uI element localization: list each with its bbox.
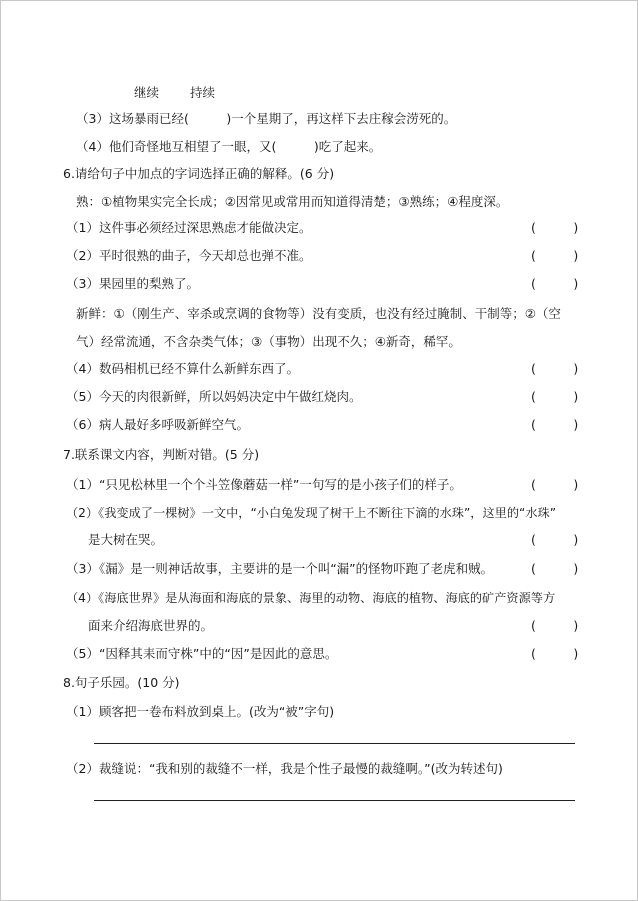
q8-item-1: （1）顾客把一卷布料放到桌上。(改为“被”字句)	[66, 704, 335, 719]
q6-item-1: （1）这件事必须经过深思熟虑才能做决定。	[66, 220, 312, 235]
q6-item-6: （6）病人最好多呼吸新鲜空气。	[66, 417, 249, 432]
answer-blank[interactable]: ( )	[531, 248, 579, 263]
q6-heading: 6.请给句子中加点的字词选择正确的解释。(6 分)	[63, 166, 335, 181]
answer-line-2[interactable]	[94, 800, 575, 801]
q7-item-4-line1: （4）《海底世界》是从海面和海底的景象、海里的动物、海底的植物、海底的矿产资源等方	[66, 591, 556, 605]
q7-item-2-line2: 是大树在哭。	[88, 532, 164, 547]
answer-blank[interactable]: ( )	[531, 618, 579, 633]
q8-item-2: （2）裁缝说：“我和别的裁缝不一样，我是个性子最慢的裁缝啊。”(改为转述句)	[66, 761, 503, 776]
answer-blank[interactable]: ( )	[531, 477, 579, 492]
q6-def-shu: 熟：①植物果实完全长成；②因常见或常用而知道得清楚；③熟练；④程度深。	[76, 194, 509, 209]
q7-item-5: （5）“因释其耒而守株”中的“因”是因此的意思。	[66, 646, 338, 661]
answer-blank[interactable]: ( )	[531, 276, 579, 291]
q6-item-4: （4）数码相机已经不算什么新鲜东西了。	[66, 361, 299, 376]
answer-blank[interactable]: ( )	[531, 389, 579, 404]
word-option-1: 继续	[134, 85, 160, 100]
q6-item-5: （5）今天的肉很新鲜，所以妈妈决定中午做红烧肉。	[66, 389, 362, 404]
q6-item-3: （3）果园里的梨熟了。	[66, 276, 199, 291]
q7-item-2-line1: （2）《我变成了一棵树》一文中，“小白兔发现了树干上不断往下滴的水珠”，这里的“水珠”	[66, 506, 557, 520]
q7-item-1: （1）“只见松林里一个个斗笠像蘑菇一样”一句写的是小孩子们的样子。	[66, 477, 462, 492]
answer-blank[interactable]: ( )	[531, 361, 579, 376]
answer-line-1[interactable]	[94, 743, 575, 744]
answer-blank[interactable]: ( )	[531, 220, 579, 235]
answer-blank[interactable]: ( )	[531, 532, 579, 547]
q5-item-4: （4）他们奇怪地互相望了一眼，又( )吃了起来。	[76, 139, 382, 154]
q6-def-xinxian-line2: 气）经常流通，不含杂类气体；③（事物）出现不久；④新奇，稀罕。	[76, 334, 461, 349]
q7-item-3: （3）《漏》是一则神话故事，主要讲的是一个叫“漏”的怪物吓跑了老虎和贼。	[66, 561, 494, 576]
q5-item-3: （3）这场暴雨已经( )一个星期了，再这样下去庄稼会涝死的。	[76, 111, 457, 126]
q7-heading: 7.联系课文内容，判断对错。(5 分)	[63, 447, 260, 462]
q7-item-4-line2: 面来介绍海底世界的。	[88, 618, 214, 633]
q6-item-2: （2）平时很熟的曲子，今天却总也弹不准。	[66, 248, 312, 263]
answer-blank[interactable]: ( )	[531, 417, 579, 432]
answer-blank[interactable]: ( )	[531, 561, 579, 576]
q6-def-xinxian-line1: 新鲜：①（刚生产、宰杀或烹调的食物等）没有变质，也没有经过腌制、干制等；②（空	[76, 306, 561, 321]
q8-heading: 8.句子乐园。(10 分)	[63, 675, 180, 690]
word-option-2: 持续	[190, 85, 216, 100]
answer-blank[interactable]: ( )	[531, 646, 579, 661]
